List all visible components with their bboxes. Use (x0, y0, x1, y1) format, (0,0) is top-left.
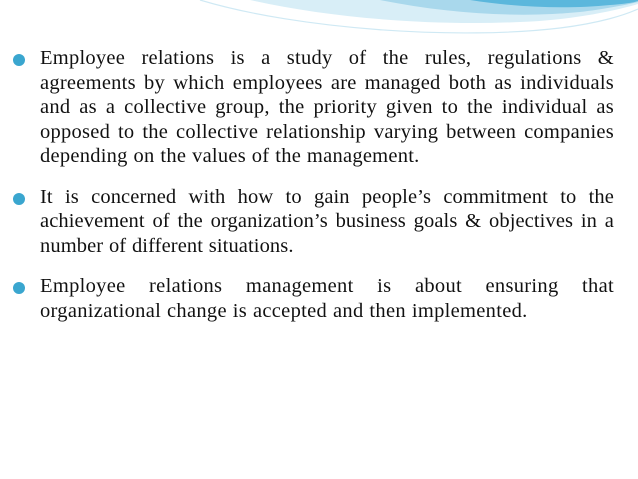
bullet-marker-icon (13, 54, 25, 66)
bullet-marker-icon (13, 193, 25, 205)
bullet-text: Employee relations management is about ensuring that organizational change is accepted and then implemented. (40, 275, 614, 322)
bullet-marker-icon (13, 282, 25, 294)
bullet-item (10, 185, 614, 259)
bullet-item (10, 274, 614, 323)
bullet-text: Employee relations is a study of the rules, regulations & agreements by which employees are managed both as individuals and as a collective group, the priority given to the individual as opposed to the collective relationship varying between companies depending on the values of the management. (40, 47, 614, 167)
bullet-text: It is concerned with how to gain people’s commitment to the achievement of the organization’s business goals & objectives in a number of different situations. (40, 185, 614, 257)
bullet-item (10, 46, 614, 169)
bullet-list (10, 46, 614, 339)
